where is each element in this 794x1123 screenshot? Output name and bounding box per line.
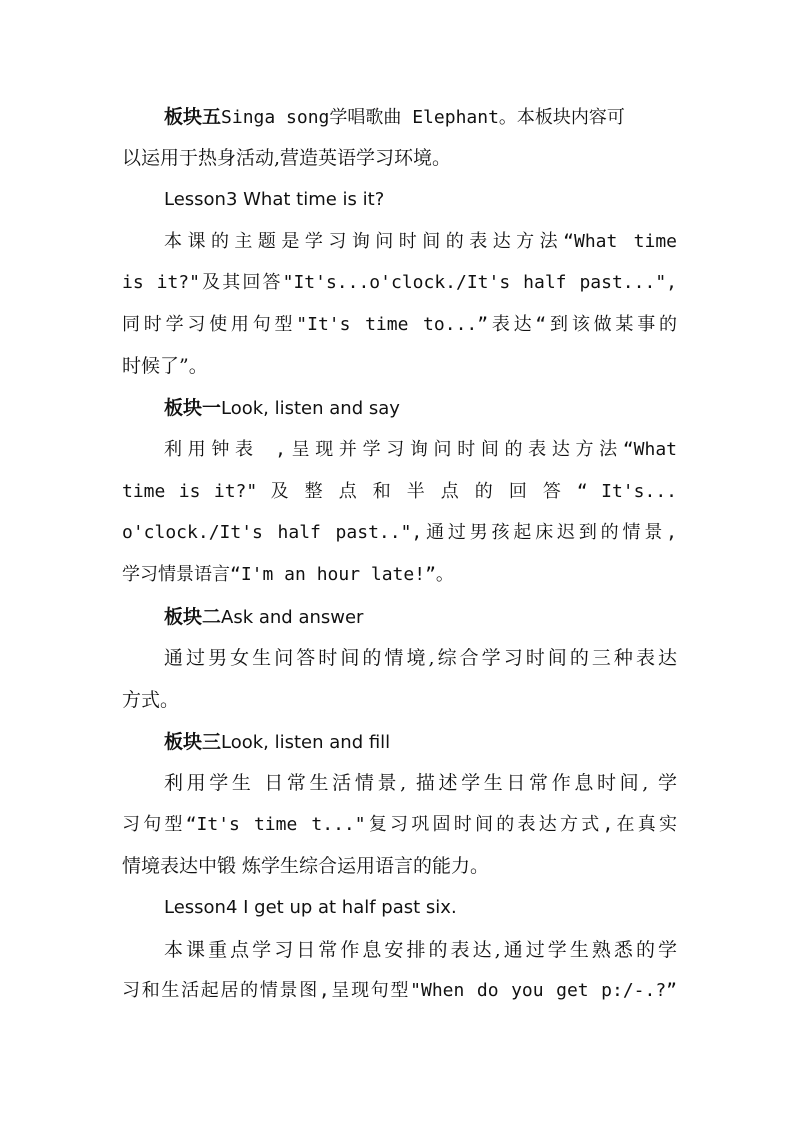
block5-continuation: 以运用于热身活动,营造英语学习环境。 — [122, 147, 452, 169]
block3-title: Look, listen and fill — [221, 732, 391, 753]
block1-line-3: o'clock./It's half past..",通过男孩起床迟到的情景, — [122, 522, 677, 543]
lesson4-title: Lesson4 I get up at half past six. — [164, 897, 457, 918]
block2-line-1: 通过男女生问答时间的情境,综合学习时间的三种表达 — [164, 647, 677, 669]
lesson3-title: Lesson3 What time is it? — [164, 189, 385, 210]
lesson3-intro-line-4: 时候了”。 — [122, 355, 208, 377]
lesson3-intro-line-3: 同时学习使用句型"It's time to...”表达“到该做某事的 — [122, 314, 677, 335]
lesson4-line-1: 本课重点学习日常作息安排的表达,通过学生熟悉的学 — [164, 939, 677, 961]
section-label-block3: 板块三 — [164, 731, 222, 753]
block3-line-3: 情境表达中锻 炼学生综合运用语言的能力。 — [122, 855, 490, 877]
lesson3-intro-line-1: 本课的主题是学习询问时间的表达方法“What time — [164, 231, 677, 252]
block1-line-2: time is it?" 及 整 点 和 半 点 的 回 答 “ It's... — [122, 481, 677, 502]
section-label-block1: 板块一 — [164, 397, 222, 419]
block3-line-1: 利用学生 日常生活情景, 描述学生日常作息时间, 学 — [164, 772, 677, 794]
block1-line-1: 利用钟表 ,呈现并学习询问时间的表达方法“What — [164, 439, 677, 460]
section-label-block5: 板块五 — [164, 106, 222, 128]
section-label-block2: 板块二 — [164, 606, 222, 628]
block5-text: Singa song学唱歌曲 Elephant。本板块内容可 — [221, 107, 625, 128]
lesson3-intro-line-2: is it?"及其回答"It's...o'clock./It's half past...", — [122, 272, 677, 293]
block1-title: Look, listen and say — [221, 398, 400, 419]
block1-line-4: 学习情景语言“I'm an hour late!”。 — [122, 564, 454, 585]
block3-heading — [164, 729, 677, 756]
block2-line-2: 方式。 — [122, 689, 180, 711]
block3-line-2: 习句型“It's time t..."复习巩固时间的表达方式,在真实 — [122, 814, 677, 835]
block1-heading — [164, 395, 677, 422]
lesson4-line-2: 习和生活起居的情景图,呈现句型"When do you get p:/-.?” — [122, 980, 677, 1001]
block2-title: Ask and answer — [221, 607, 364, 628]
paragraph-block5 — [164, 104, 677, 131]
block2-heading — [164, 604, 677, 631]
